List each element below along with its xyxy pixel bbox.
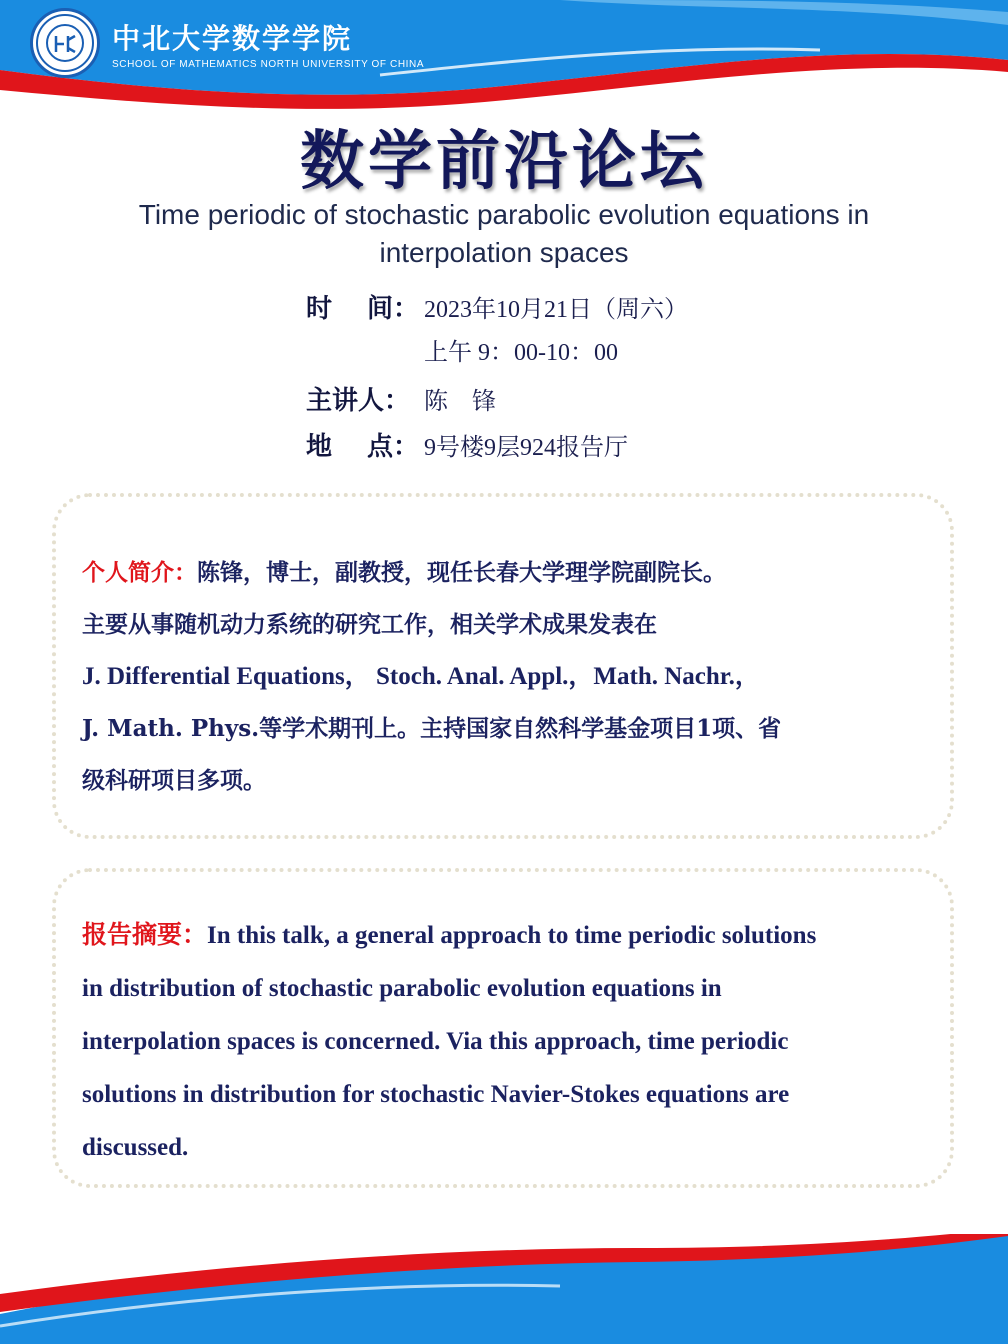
time-row-continued [424, 332, 688, 380]
university-seal-icon [30, 8, 100, 78]
bio-line-4: J. Math. Phys.等学术期刊上。主持国家自然科学基金项目1项、省 [82, 715, 782, 742]
location-label: 地 点： [306, 432, 420, 462]
time-value: 2023年10月21日（周六） [424, 297, 688, 323]
speaker-row [306, 380, 688, 426]
talk-title-line-2: interpolation spaces [379, 237, 629, 268]
school-name: 中北大学数学学院 [112, 21, 353, 55]
bio-box [52, 493, 954, 839]
abstract-line-3: interpolation spaces is concerned. Via this approach, time periodic [82, 1028, 789, 1055]
talk-title [50, 196, 958, 272]
location-row [306, 426, 688, 470]
abstract-box [52, 868, 954, 1188]
page-title: 数学前沿论坛 [300, 125, 708, 199]
time-row [306, 288, 688, 332]
bio-line-5: 级科研项目多项。 [82, 767, 266, 794]
bio-text [82, 547, 952, 807]
bio-label: 个人简介： [82, 560, 197, 586]
abstract-line-5: discussed. [82, 1134, 189, 1161]
header [30, 8, 424, 78]
abstract-line-4: solutions in distribution for stochastic Navier-Stokes equations are [82, 1081, 790, 1108]
abstract-line-1-text: In this talk, a general approach to time periodic solutions [207, 922, 817, 949]
school-english-name: SCHOOL OF MATHEMATICS NORTH UNIVERSITY OF CHINA [112, 58, 425, 70]
bottom-wave-decoration [0, 1234, 1008, 1344]
speaker-value: 陈 锋 [424, 389, 496, 415]
bio-line-1-text: 陈锋，博士，副教授，现任长春大学理学院副院长。 [197, 559, 726, 586]
school-identity [112, 17, 424, 70]
abstract-line-2: in distribution of stochastic parabolic evolution equations in [82, 975, 722, 1002]
speaker-label: 主讲人： [306, 386, 411, 416]
talk-title-line-1: Time periodic of stochastic parabolic evolution equations in [138, 199, 870, 230]
abstract-text [82, 908, 952, 1174]
abstract-label: 报告摘要： [82, 920, 208, 949]
time-value-hours: 上午 9：00-10：00 [424, 340, 618, 366]
abstract-line-1 [82, 908, 952, 962]
location-value: 9号楼9层924报告厅 [424, 435, 628, 461]
bio-line-3: J. Differential Equations， Stoch. Anal. Appl.，Math. Nachr.， [82, 663, 760, 690]
bio-line-1 [82, 547, 952, 599]
bio-line-2: 主要从事随机动力系统的研究工作，相关学术成果发表在 [82, 611, 657, 638]
time-label: 时 间： [306, 294, 420, 324]
event-info [306, 288, 688, 470]
